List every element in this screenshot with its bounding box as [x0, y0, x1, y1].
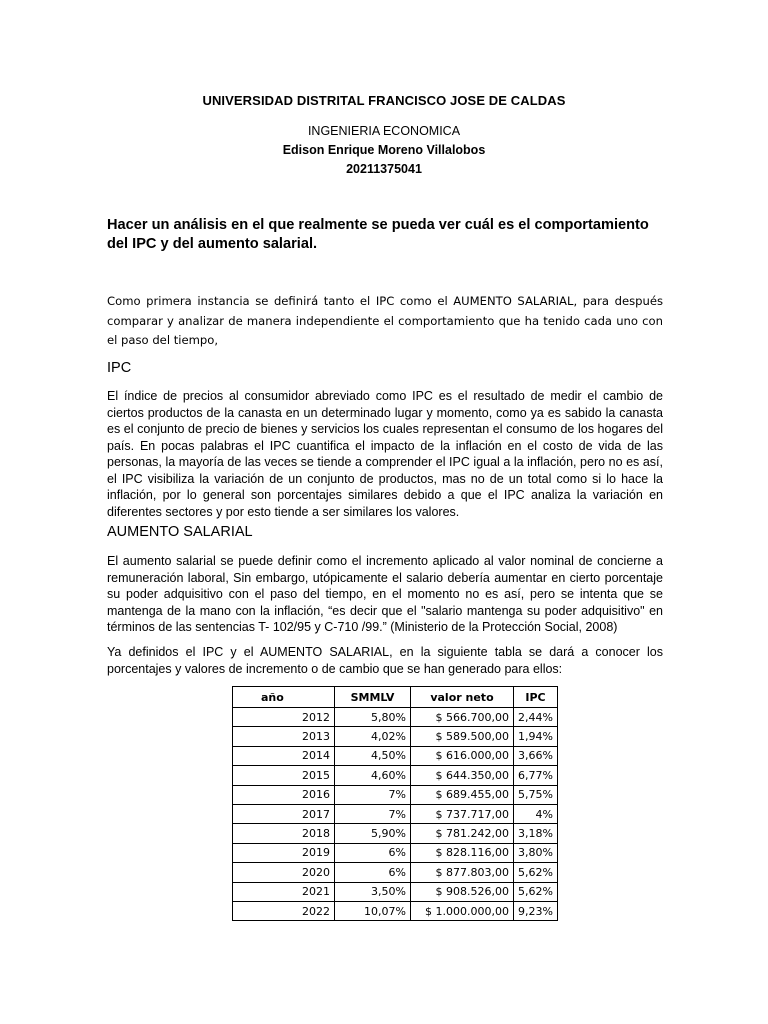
cell-year: 2013	[233, 727, 335, 746]
table-row	[233, 863, 558, 882]
question-heading: Hacer un análisis en el que realmente se pueda ver cuál es el comportamiento del IPC y del aumento salarial.	[107, 217, 649, 252]
ipc-salary-table	[232, 686, 558, 921]
cell-ipc: 2,44%	[514, 708, 558, 727]
university-title: UNIVERSIDAD DISTRITAL FRANCISCO JOSE DE CALDAS	[202, 93, 566, 108]
cell-smmlv: 5,80%	[335, 708, 411, 727]
ipc-paragraph: El índice de precios al consumidor abreviado como IPC es el resultado de medir el cambio de ciertos productos de la canasta en un determinado lugar y momento, como ya es sabido la canasta es el conjunto de precio de bienes y servicios los cuales representan el consumo de los hogares del país. En pocas palabras el IPC cuantifica el impacto de la inflación en el costo de vida de las personas, la mayoría de las veces se tiende a comprender el IPC igual a la inflación, pero no es así, el IPC visibiliza la variación de un conjunto de productos, mas no de un total como si lo hace la inflación, por lo general son porcentajes similares debido a que el IPC analiza la variación en diferentes sectores y por esto tiende a ser similares los valores.	[107, 389, 663, 519]
cell-smmlv: 3,50%	[335, 882, 411, 901]
cell-year: 2020	[233, 863, 335, 882]
header-ipc: IPC	[514, 687, 558, 708]
cell-ipc: 3,80%	[514, 843, 558, 862]
cell-year: 2022	[233, 901, 335, 920]
cell-ipc: 1,94%	[514, 727, 558, 746]
cell-smmlv: 5,90%	[335, 824, 411, 843]
cell-smmlv: 4,02%	[335, 727, 411, 746]
cell-smmlv: 6%	[335, 863, 411, 882]
header-valor-neto: valor neto	[411, 687, 514, 708]
cell-smmlv: 6%	[335, 843, 411, 862]
cell-smmlv: 7%	[335, 804, 411, 823]
cell-valor-neto: $ 828.116,00	[411, 843, 514, 862]
cell-ipc: 5,62%	[514, 863, 558, 882]
table-row	[233, 708, 558, 727]
table-intro-paragraph: Ya definidos el IPC y el AUMENTO SALARIAL, en la siguiente tabla se dará a conocer los porcentajes y valores de incremento o de cambio que se han generado para ellos:	[107, 645, 663, 676]
cell-valor-neto: $ 781.242,00	[411, 824, 514, 843]
cell-year: 2016	[233, 785, 335, 804]
cell-ipc: 9,23%	[514, 901, 558, 920]
table-row	[233, 727, 558, 746]
cell-year: 2018	[233, 824, 335, 843]
intro-paragraph: Como primera instancia se definirá tanto el IPC como el AUMENTO SALARIAL, para después comparar y analizar de manera independiente el comportamiento que ha tenido cada uno con el paso del tiempo,	[107, 294, 663, 347]
cell-year: 2014	[233, 746, 335, 765]
cell-ipc: 3,18%	[514, 824, 558, 843]
cell-smmlv: 7%	[335, 785, 411, 804]
cell-valor-neto: $ 689.455,00	[411, 785, 514, 804]
header-smmlv: SMMLV	[335, 687, 411, 708]
table-body	[233, 708, 558, 921]
cell-year: 2021	[233, 882, 335, 901]
table-row	[233, 843, 558, 862]
cell-year: 2019	[233, 843, 335, 862]
table-row	[233, 882, 558, 901]
aumento-heading: AUMENTO SALARIAL	[107, 524, 253, 540]
subject-title: INGENIERIA ECONOMICA	[307, 124, 461, 138]
cell-ipc: 5,75%	[514, 785, 558, 804]
author-name: Edison Enrique Moreno Villalobos	[282, 143, 486, 157]
cell-ipc: 4%	[514, 804, 558, 823]
cell-year: 2012	[233, 708, 335, 727]
table-row	[233, 766, 558, 785]
aumento-paragraph: El aumento salarial se puede definir como el incremento aplicado al valor nominal de concierne a remuneración laboral, Sin embargo, utópicamente el salario debería aumentar en cierto porcentaje su poder adquisitivo con el paso del tiempo, en el momento no es así, pero se intenta que se mantenga de la mano con la inflación, “es decir que el "salario mantenga su poder adquisitivo" en términos de las sentencias T- 102/95 y C-710 /99.” (Ministerio de la Protección Social, 2008)	[107, 554, 663, 634]
cell-ipc: 6,77%	[514, 766, 558, 785]
cell-valor-neto: $ 737.717,00	[411, 804, 514, 823]
cell-smmlv: 4,60%	[335, 766, 411, 785]
table-row	[233, 746, 558, 765]
cell-ipc: 3,66%	[514, 746, 558, 765]
cell-year: 2015	[233, 766, 335, 785]
cell-valor-neto: $ 616.000,00	[411, 746, 514, 765]
cell-valor-neto: $ 877.803,00	[411, 863, 514, 882]
ipc-heading: IPC	[107, 360, 132, 376]
cell-smmlv: 10,07%	[335, 901, 411, 920]
cell-valor-neto: $ 1.000.000,00	[411, 901, 514, 920]
table-row	[233, 785, 558, 804]
table-row	[233, 824, 558, 843]
table-row	[233, 804, 558, 823]
table-row	[233, 901, 558, 920]
cell-smmlv: 4,50%	[335, 746, 411, 765]
table-header-row	[233, 687, 558, 708]
cell-valor-neto: $ 908.526,00	[411, 882, 514, 901]
student-code: 20211375041	[346, 162, 422, 176]
cell-valor-neto: $ 644.350,00	[411, 766, 514, 785]
cell-valor-neto: $ 589.500,00	[411, 727, 514, 746]
cell-ipc: 5,62%	[514, 882, 558, 901]
header-year: año	[233, 687, 335, 708]
cell-year: 2017	[233, 804, 335, 823]
cell-valor-neto: $ 566.700,00	[411, 708, 514, 727]
